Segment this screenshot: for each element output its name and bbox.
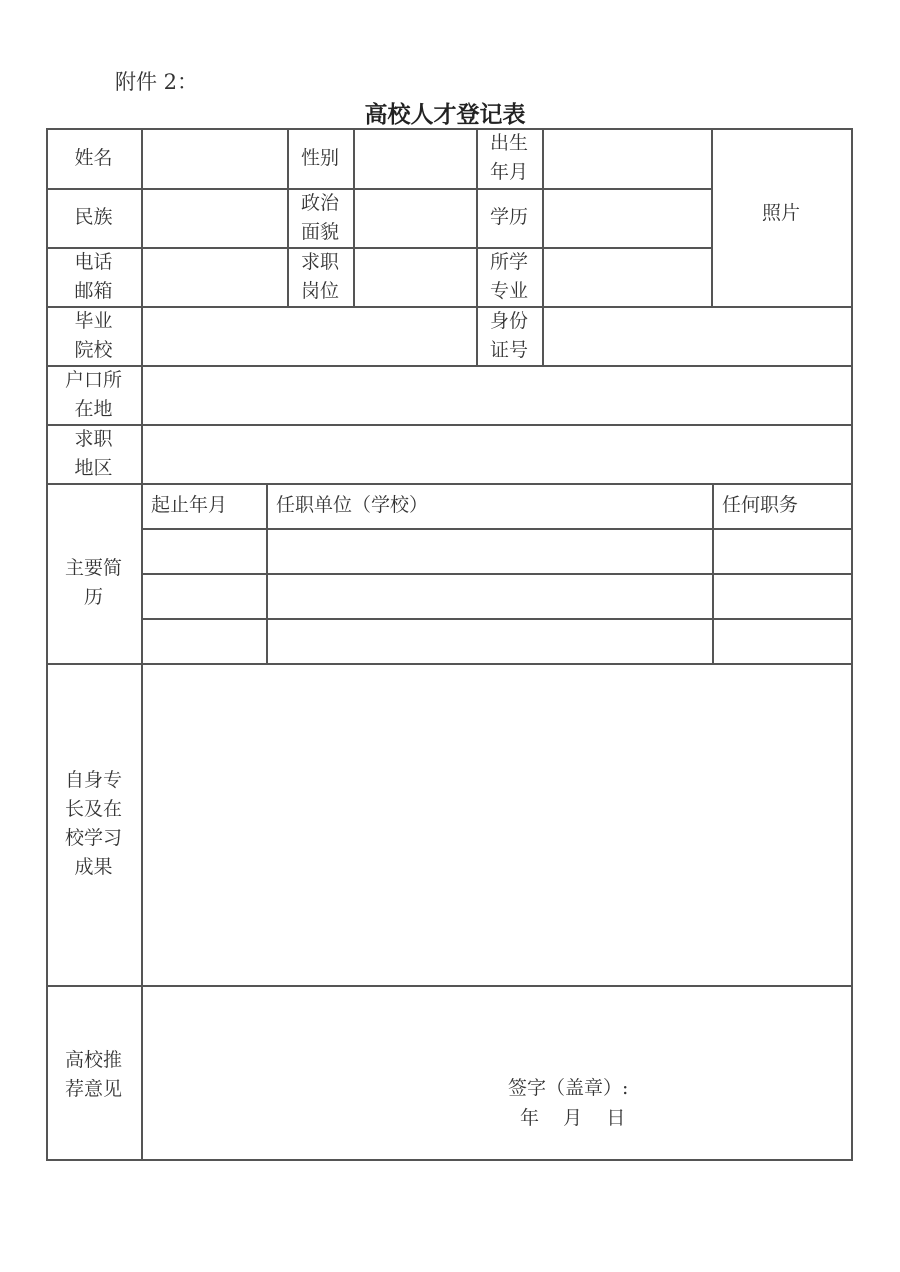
school-label: 毕业 院校 — [74, 309, 113, 361]
form-title: 高校人才登记表 — [364, 101, 526, 128]
resume-period-1[interactable] — [143, 530, 265, 572]
id-number-field[interactable] — [544, 308, 850, 364]
resume-employer-1[interactable] — [268, 530, 711, 572]
recommend-field[interactable] — [143, 987, 850, 1158]
id-number-label: 身份 证号 — [489, 309, 528, 361]
strengths-label: 自身专 长及在 校学习 成果 — [64, 769, 122, 878]
photo-area[interactable]: 照片 — [761, 201, 800, 224]
gender-field[interactable] — [355, 130, 475, 187]
resume-post-3[interactable] — [714, 620, 850, 662]
education-field[interactable] — [544, 190, 710, 246]
resume-employer-3[interactable] — [268, 620, 711, 662]
name-label: 姓名 — [74, 146, 113, 169]
region-field[interactable] — [143, 426, 850, 482]
position-field[interactable] — [355, 249, 475, 305]
contact-label: 电话 邮箱 — [74, 250, 113, 302]
resume-period-2[interactable] — [143, 575, 265, 617]
political-label: 政治 面貌 — [300, 191, 339, 243]
period-header: 起止年月 — [151, 494, 228, 516]
political-field[interactable] — [355, 190, 475, 246]
contact-field[interactable] — [143, 249, 286, 305]
signature-label: 签字（盖章）: — [508, 1077, 629, 1099]
hukou-label: 户口所 在地 — [64, 368, 122, 420]
gender-label: 性别 — [300, 146, 339, 169]
position-label: 求职 岗位 — [300, 250, 339, 302]
strengths-field[interactable] — [143, 665, 850, 984]
resume-label: 主要简 历 — [64, 557, 122, 608]
education-label: 学历 — [489, 206, 528, 228]
name-field[interactable] — [143, 130, 286, 187]
resume-employer-2[interactable] — [268, 575, 711, 617]
major-label: 所学 专业 — [489, 250, 528, 302]
post-header: 任何职务 — [722, 494, 799, 516]
annex-label: 附件 2： — [115, 70, 199, 94]
table-border-bottom — [46, 1159, 852, 1161]
birth-label: 出生 年月 — [489, 132, 528, 183]
ethnicity-label: 民族 — [74, 206, 113, 228]
hukou-field[interactable] — [143, 367, 850, 423]
recommend-label: 高校推 荐意见 — [64, 1049, 122, 1100]
major-field[interactable] — [544, 249, 710, 305]
resume-period-3[interactable] — [143, 620, 265, 662]
region-label: 求职 地区 — [74, 427, 113, 479]
school-field[interactable] — [143, 308, 475, 364]
birth-field[interactable] — [544, 130, 710, 187]
resume-post-1[interactable] — [714, 530, 850, 572]
date-line: 年 月 日 — [520, 1107, 626, 1129]
resume-post-2[interactable] — [714, 575, 850, 617]
ethnicity-field[interactable] — [143, 190, 286, 246]
table-border-right — [851, 128, 853, 1161]
employer-header: 任职单位（学校） — [276, 494, 429, 516]
